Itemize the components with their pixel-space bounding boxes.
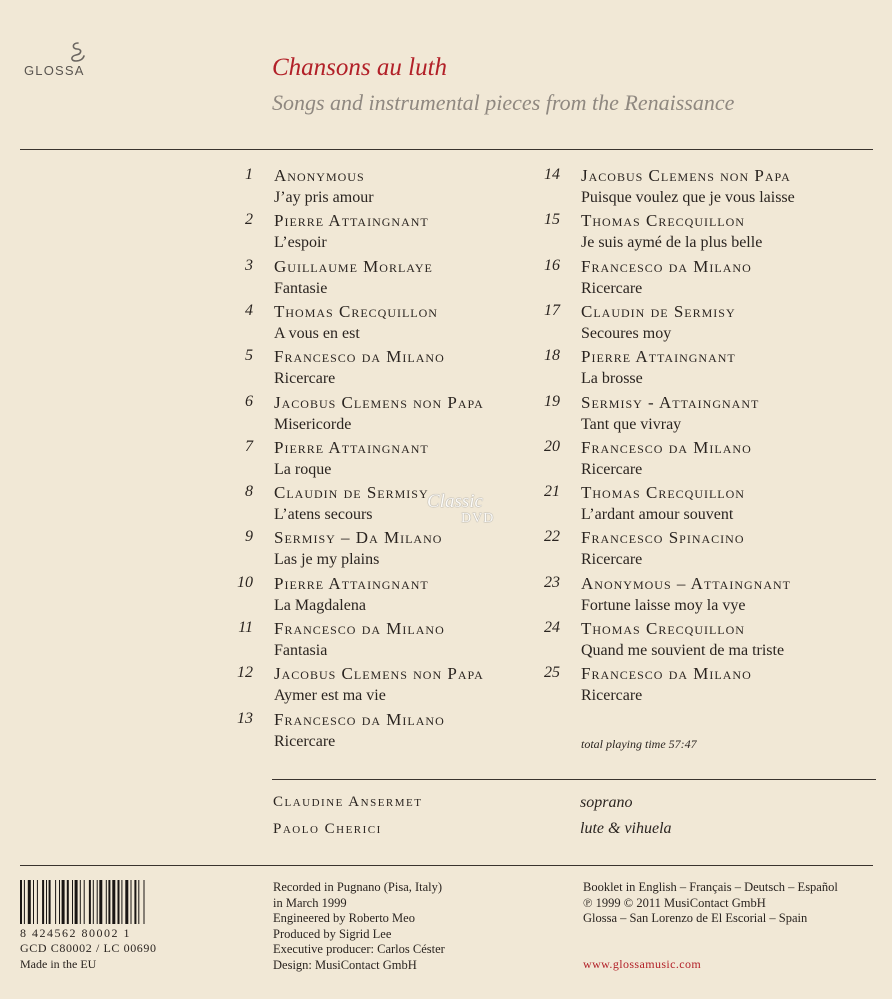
track-composer: Francesco da Milano [274,619,445,638]
track-number: 5 [245,347,253,365]
credit-line: Produced by Sigrid Lee [273,926,392,941]
track-title: Puisque voulez que je vous laisse [581,189,795,206]
credit-line: Glossa – San Lorenzo de El Escorial – Spain [583,911,808,925]
track-title: Fortune laisse moy la vye [581,596,746,614]
track-composer: Pierre Attaingnant [274,437,429,457]
credit-line: ℗ 1999 © 2011 MusiContact GmbH [583,895,766,910]
track-title: L’ardant amour souvent [581,506,734,524]
track-composer: Thomas Crecquillon [274,301,438,321]
credit-line: in March 1999 [273,895,347,910]
track-number: 16 [544,256,560,274]
track-composer: Pierre Attaingnant [274,573,429,593]
track-number: 2 [245,211,253,229]
track-number: 17 [544,301,560,319]
track-number: 23 [544,573,560,591]
track-title: Ricercare [581,279,643,297]
track-number: 22 [544,528,560,546]
track-title: Ricercare [581,687,643,705]
track-number: 7 [245,437,253,455]
track-composer: Guillaume Morlaye [274,256,433,276]
track-number: 14 [544,166,560,183]
barcode-icon [20,880,246,924]
divider-bottom [20,865,873,866]
track-title: Misericorde [274,415,352,433]
track-title: Je suis aymé de la plus belle [581,234,763,252]
website-link[interactable]: www.glossamusic.com [583,957,702,971]
track-composer: Thomas Crecquillon [581,211,745,231]
track-title: Secoures moy [581,324,672,342]
track-composer: Thomas Crecquillon [581,483,745,503]
track-title: A vous en est [274,324,360,342]
recording-credits [273,880,445,973]
track-composer: Francesco da Milano [581,437,752,457]
track-number: 4 [245,301,253,319]
track-number: 24 [544,619,560,636]
credit-line: Recorded in Pugnano (Pisa, Italy) [273,880,443,894]
track-title: La roque [274,460,332,478]
track-title: Las je my plains [274,551,380,569]
track-title: Quand me souvient de ma triste [581,642,785,659]
watermark-text: Classic [427,491,483,512]
track-number: 8 [245,483,253,501]
track-composer: Sermisy – Da Milano [274,528,443,548]
catalog-number: GCD C80002 / LC 00690 [20,941,157,955]
performer-name: Paolo Cherici [273,821,382,837]
track-title: L’atens secours [274,506,373,524]
track-composer: Francesco da Milano [274,709,445,729]
total-playing-time: total playing time 57:47 [581,737,697,751]
performer-role: lute & vihuela [580,820,672,837]
barcode-number: 8 424562 80002 1 [20,926,131,940]
track-number: 25 [544,664,560,682]
track-composer: Pierre Attaingnant [581,347,736,367]
track-number: 9 [245,528,253,546]
track-composer: Jacobus Clemens non Papa [581,166,791,185]
credit-line: Design: MusiContact GmbH [273,957,417,972]
track-number: 20 [544,437,560,455]
track-composer: Jacobus Clemens non Papa [274,664,484,684]
track-number: 6 [245,392,253,410]
track-composer: Jacobus Clemens non Papa [274,392,484,412]
album-title: Chansons au luth [272,54,448,81]
track-title: L’espoir [274,234,327,252]
credit-line: Executive producer: Carlos Céster [273,942,445,956]
track-composer: Claudin de Sermisy [274,483,429,503]
track-composer: Sermisy - Attaingnant [581,392,760,412]
track-title: Aymer est ma vie [274,687,386,705]
track-number: 13 [237,709,253,727]
track-number: 19 [544,392,560,410]
track-title: Fantasia [274,642,328,659]
track-composer: Anonymous [274,166,365,185]
performer-role: soprano [580,794,633,811]
swirl-logo-icon [64,40,90,64]
track-number: 15 [544,211,560,229]
track-title: La brosse [581,370,643,388]
track-title: Tant que vivray [581,415,682,433]
track-composer: Francesco da Milano [274,347,445,367]
track-title: Ricercare [274,370,336,388]
track-title: J’ay pris amour [274,189,374,206]
track-number: 21 [544,483,560,501]
track-title: Ricercare [274,732,336,750]
watermark-subtext: DVD [461,511,495,526]
track-composer: Thomas Crecquillon [581,619,745,638]
made-in-label: Made in the EU [20,957,97,971]
track-composer: Pierre Attaingnant [274,211,429,231]
track-composer: Anonymous – Attaingnant [581,573,791,593]
track-composer: Francesco Spinacino [581,528,745,548]
track-number: 3 [245,256,253,274]
track-title: Ricercare [581,460,643,478]
track-composer: Claudin de Sermisy [581,301,736,321]
track-number: 12 [237,664,253,682]
divider-middle [272,779,876,780]
album-subtitle: Songs and instrumental pieces from the Renaissance [272,90,735,115]
performer-name: Claudine Ansermet [273,794,423,810]
track-composer: Francesco da Milano [581,664,752,684]
track-title: Ricercare [581,551,643,569]
label-logo: GLOSSA [24,63,85,78]
track-title: Fantasie [274,279,328,297]
track-number: 11 [238,619,253,636]
credit-line: Booklet in English – Français – Deutsch – Español [583,880,838,894]
credit-line: Engineered by Roberto Meo [273,911,415,925]
track-number: 1 [245,166,253,183]
track-number: 10 [237,573,253,591]
track-title: La Magdalena [274,596,366,614]
divider-top [20,149,873,150]
track-composer: Francesco da Milano [581,256,752,276]
booklet-credits [583,880,838,927]
track-number: 18 [544,347,560,365]
